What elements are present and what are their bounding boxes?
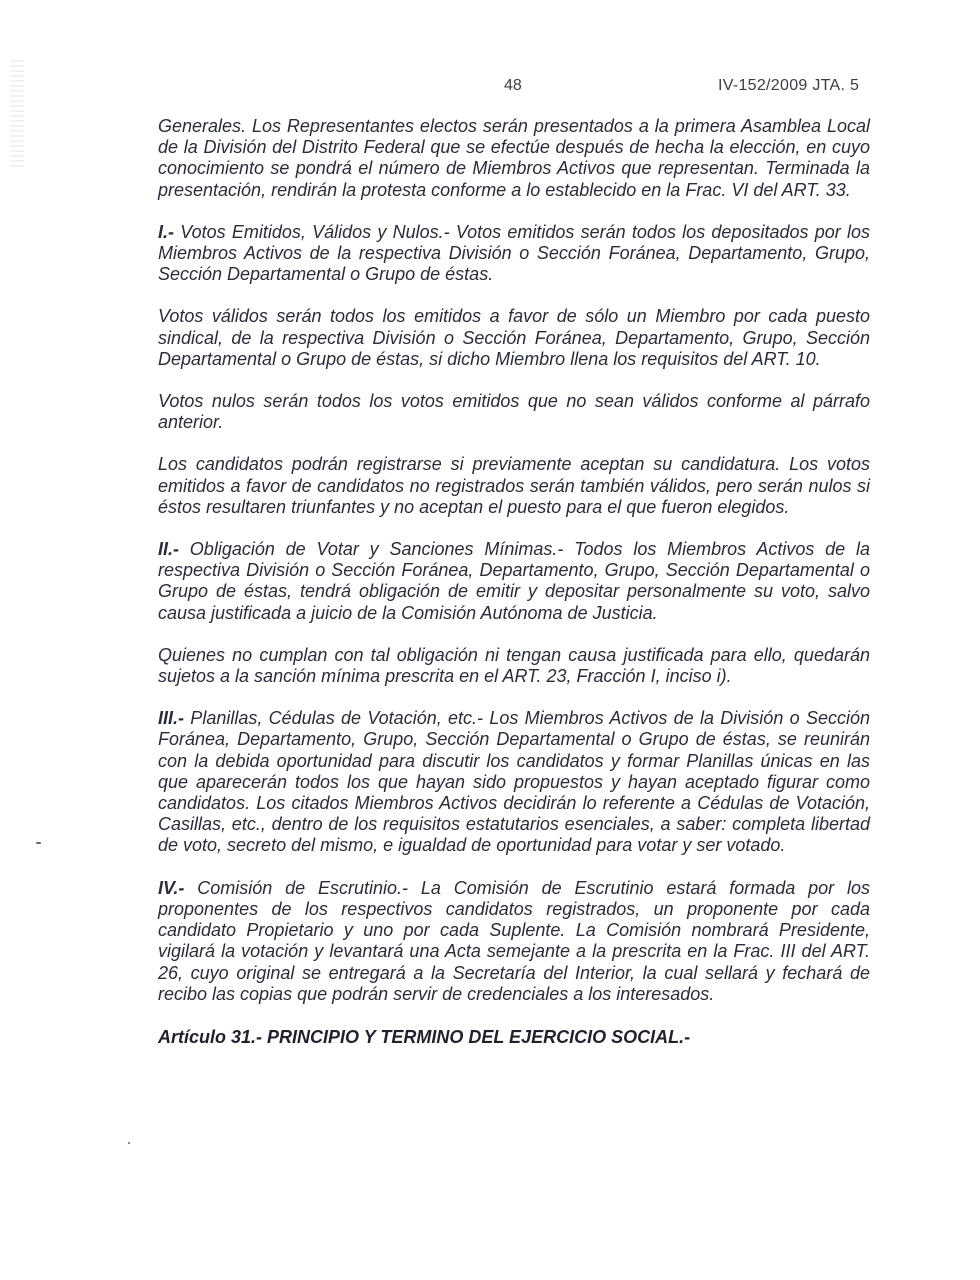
paragraph-lead: III.-	[158, 708, 184, 729]
body-text	[158, 116, 870, 1048]
article-heading: Artículo 31.- PRINCIPIO Y TERMINO DEL EJERCICIO SOCIAL.-	[158, 1026, 691, 1047]
paragraph	[158, 645, 870, 687]
paragraph	[158, 708, 870, 856]
paragraph-lead: I.-	[158, 221, 174, 242]
document-reference: IV-152/2009 JTA. 5	[718, 77, 860, 94]
paragraph-text: Generales. Los Representantes electos serán presentados a la primera Asamblea Local de la División del Distrito Federal que se efectúe después de hecha la elección, en cuyo conocimiento se pondrá el número de Miembros Activos que representan. Terminada la presentación, rendirán la protesta conforme a lo establecido en la Frac. VI del ART. 33.	[158, 116, 870, 200]
paragraph-text: Votos válidos serán todos los emitidos a favor de sólo un Miembro por cada puesto sindical, de la respectiva División o Sección Foránea, Departamento, Grupo, Sección Departamental o Grupo de éstas, si dicho Miembro llena los requisitos del ART. 10.	[158, 306, 870, 369]
paragraph	[158, 116, 870, 201]
scan-speck	[128, 1142, 130, 1144]
scan-speck	[36, 842, 41, 844]
paragraph-text: Obligación de Votar y Sanciones Mínimas.- Todos los Miembros Activos de la respectiva División o Sección Foránea, Departamento, Grupo, Sección Departamental o Grupo de éstas, tendrá obligación de emitir y depositar personalmente su voto, salvo causa justificada a juicio de la Comisión Autónoma de Justicia.	[158, 539, 870, 623]
paragraph	[158, 539, 870, 624]
paragraph	[158, 454, 870, 518]
paragraph-text: Votos Emitidos, Válidos y Nulos.- Votos emitidos serán todos los depositados por los Miembros Activos de la respectiva División o Sección Foránea, Departamento, Grupo, Sección Departamental o Grupo de éstas.	[158, 221, 870, 285]
paragraph-lead: II.-	[158, 539, 179, 560]
paragraph-lead: IV.-	[158, 877, 185, 898]
paragraph	[158, 391, 870, 433]
paragraph-text: Votos nulos serán todos los votos emitidos que no sean válidos conforme al párrafo anterior.	[158, 391, 870, 433]
paragraph-text: Quienes no cumplan con tal obligación ni tengan causa justificada para ello, quedarán sujetos a la sanción mínima prescrita en el ART. 23, Fracción I, inciso i).	[158, 644, 870, 687]
paragraph-text: Planillas, Cédulas de Votación, etc.- Los Miembros Activos de la División o Sección Foránea, Departamento, Grupo, Sección Departamental o Grupo de éstas, se reunirán con la debida oportunidad para discutir los candidatos y formar Planillas únicas en las que aparecerán todos los que hayan sido propuestos y hayan aceptado figurar como candidatos. Los citados Miembros Activos decidirán lo referente a Cédulas de Votación, Casillas, etc., dentro de los requisitos estatutarios esenciales, a saber: completa libertad de voto, secreto del mismo, e igualdad de oportunidad para votar y ser votado.	[158, 708, 870, 856]
paragraph-text: Comisión de Escrutinio.- La Comisión de Escrutinio estará formada por los proponentes de los respectivos candidatos registrados, un proponente por cada candidato Propietario y uno por cada Suplente. La Comisión nombrará Presidente, vigilará la votación y levantará una Acta semejante a la prescrita en la Frac. III del ART. 26, cuyo original se entregará a la Secretaría del Interior, la cual sellará y fechará de recibo las copias que podrán servir de credenciales a los interesados.	[158, 877, 870, 1004]
page-number: 48	[504, 77, 522, 94]
paragraph	[158, 222, 870, 286]
paragraph	[158, 878, 870, 1005]
scan-edge-artifact	[10, 60, 24, 170]
paragraph	[158, 306, 870, 370]
paragraph-text: Los candidatos podrán registrarse si previamente aceptan su candidatura. Los votos emitidos a favor de candidatos no registrados serán también válidos, pero serán nulos si éstos resultaren triunfantes y no aceptan el puesto para el que fueron elegidos.	[158, 454, 870, 517]
